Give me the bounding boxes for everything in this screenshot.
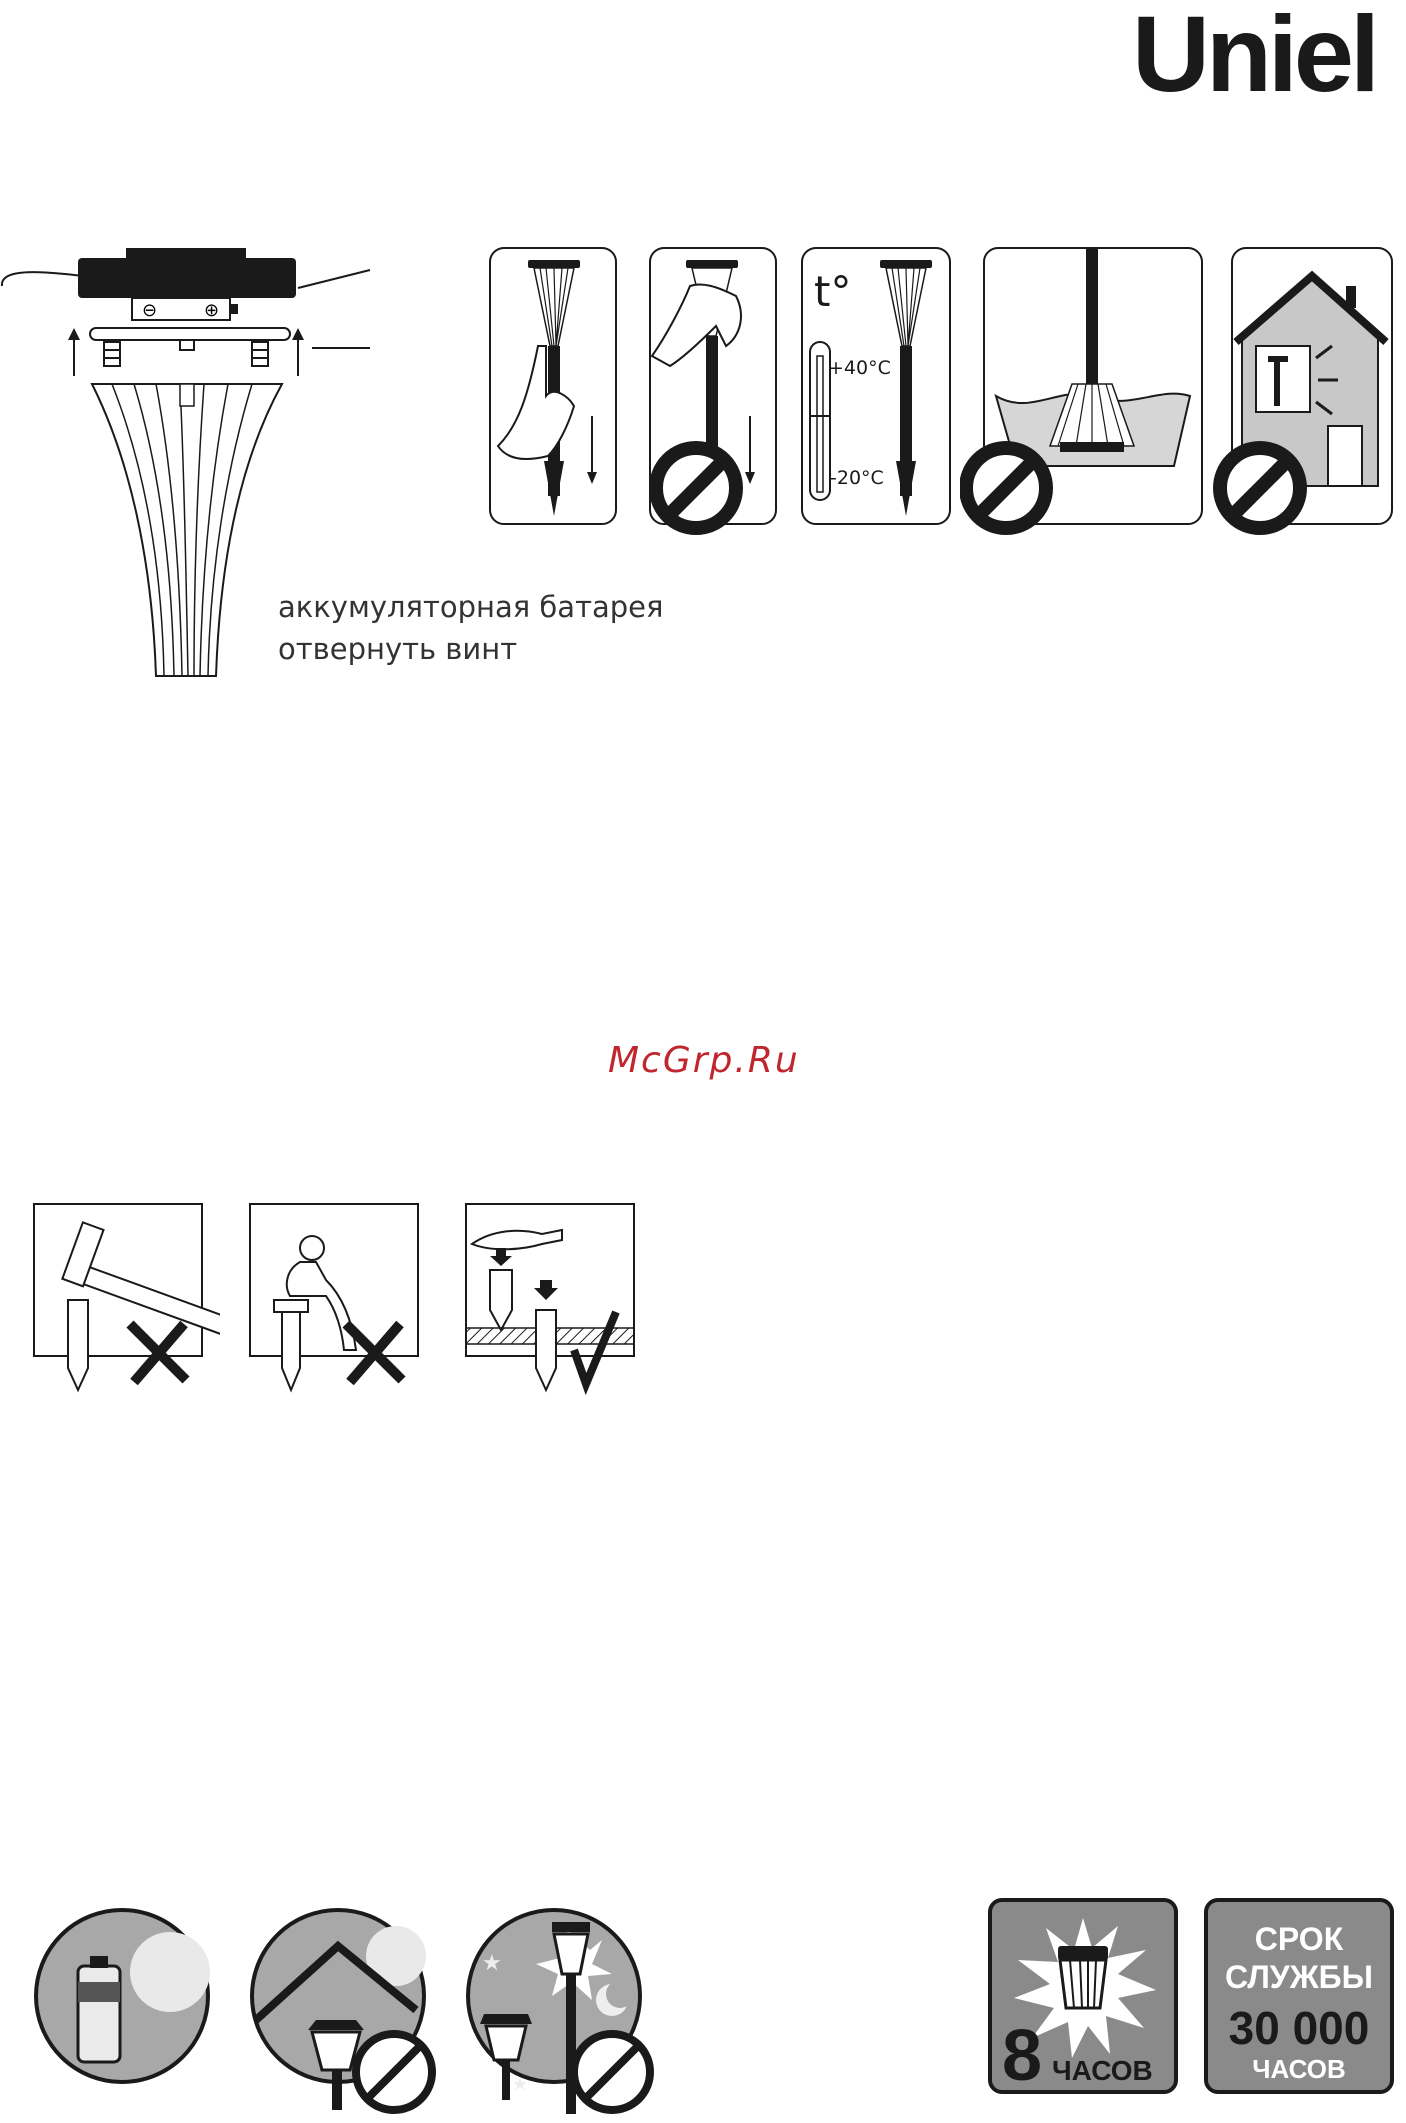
runtime-unit: ЧАСОВ (1052, 2055, 1153, 2086)
lifetime-line2: СЛУЖБЫ (1225, 1959, 1373, 1995)
pictogram-temperature-range (800, 246, 954, 526)
svg-text:★: ★ (482, 1951, 502, 1976)
pictogram-correct-installation (462, 1200, 652, 1396)
watermark-text: McGrp.Ru (608, 1040, 800, 1081)
uniel-logo: Uniel (1131, 0, 1376, 114)
lifetime-unit: ЧАСОВ (1252, 2054, 1346, 2084)
lifetime-line1: СРОК (1254, 1921, 1344, 1957)
runtime-value: 8 (1002, 2016, 1043, 2094)
lifetime-value: 30 000 (1228, 2002, 1370, 2054)
pictogram-do-not-hold-head (646, 246, 780, 536)
pictogram-insert-by-hand (488, 246, 618, 526)
label-unscrew: отвернуть винт (278, 632, 518, 667)
pictogram-no-indoor-use (1210, 246, 1394, 536)
badge-service-life (1204, 1898, 1394, 2094)
icon-battery-charges-from-sun (30, 1900, 220, 2090)
lamp-cap-shape (78, 258, 296, 298)
minus-terminal: ⊖ (142, 300, 158, 321)
pictogram-do-not-hammer (30, 1200, 220, 1396)
battery-icon (78, 1966, 120, 2062)
temperature-min: -20°C (830, 467, 884, 489)
temperature-max: +40°C (828, 357, 891, 379)
battery-diagram-labels (278, 586, 663, 670)
pictogram-do-not-submerge (960, 246, 1204, 536)
icon-no-other-light-sources (462, 1900, 662, 2116)
sun-icon (130, 1932, 210, 2012)
svg-text:★: ★ (512, 2074, 529, 2095)
temperature-symbol: t° (814, 267, 852, 316)
icon-no-shade-installation (246, 1900, 446, 2116)
solar-lamp-icon (308, 2020, 364, 2030)
badge-runtime-8-hours (988, 1898, 1178, 2094)
plus-terminal: ⊕ (204, 300, 220, 321)
pictogram-do-not-force (246, 1200, 436, 1396)
label-battery: аккумуляторная батарея (278, 590, 664, 624)
solar-lamp-icon (480, 2014, 532, 2024)
